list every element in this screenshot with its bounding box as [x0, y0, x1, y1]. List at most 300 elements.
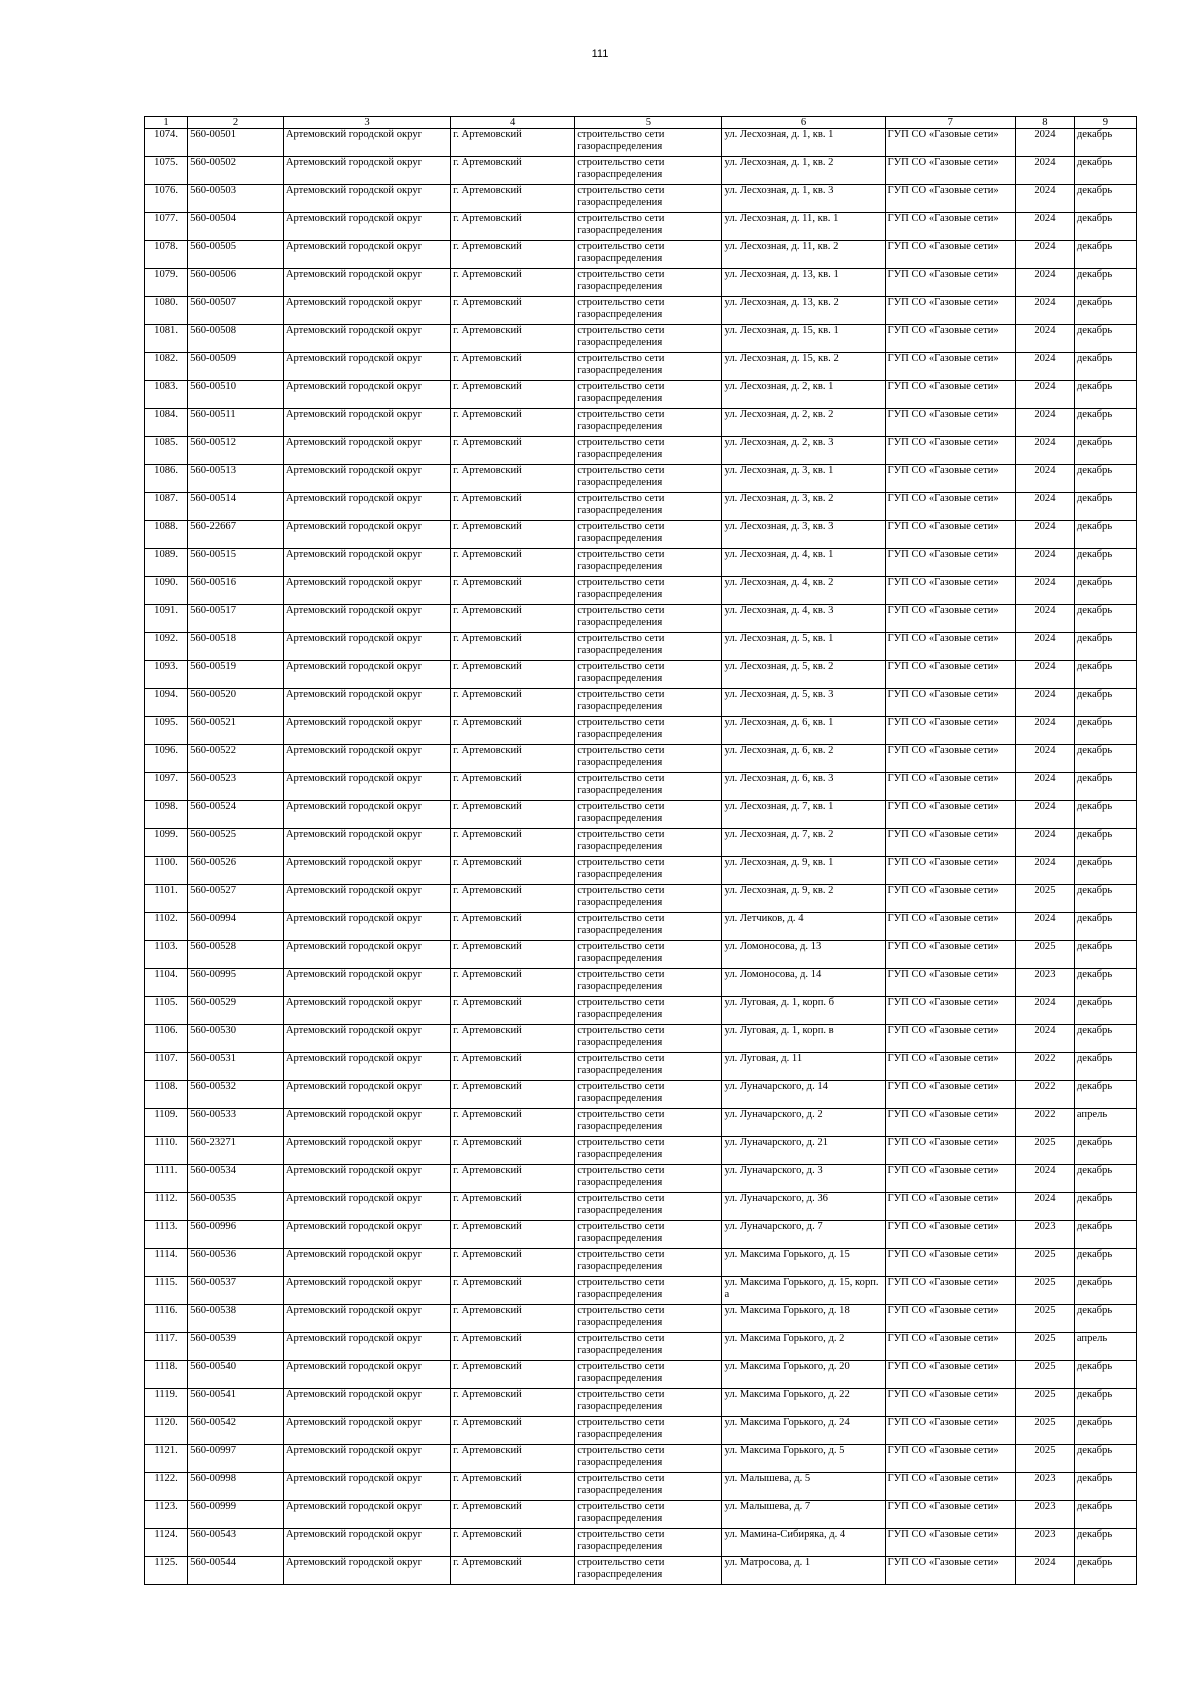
month-cell: декабрь [1074, 1277, 1136, 1305]
year-cell: 2025 [1015, 1305, 1074, 1333]
row-number-cell: 1102. [145, 913, 188, 941]
table-row [145, 297, 1137, 325]
object-code-cell: 560-00508 [188, 325, 284, 353]
work-type-cell: строительство сети газораспределения [575, 465, 722, 493]
year-cell: 2024 [1015, 353, 1074, 381]
year-cell: 2025 [1015, 885, 1074, 913]
municipality-cell: Артемовский городской округ [283, 661, 450, 689]
object-code-cell: 560-00509 [188, 353, 284, 381]
object-code-cell: 560-00518 [188, 633, 284, 661]
month-cell: декабрь [1074, 829, 1136, 857]
page-number: 111 [591, 48, 609, 60]
address-cell: ул. Луначарского, д. 3 [722, 1165, 885, 1193]
row-number-cell: 1086. [145, 465, 188, 493]
settlement-cell: г. Артемовский [451, 997, 575, 1025]
address-cell: ул. Лесхозная, д. 11, кв. 2 [722, 241, 885, 269]
register-table [144, 116, 1137, 1585]
municipality-cell: Артемовский городской округ [283, 829, 450, 857]
object-code-cell: 560-00514 [188, 493, 284, 521]
month-cell: декабрь [1074, 941, 1136, 969]
header-row [145, 117, 1137, 129]
row-number-cell: 1092. [145, 633, 188, 661]
table-row [145, 1025, 1137, 1053]
operator-cell: ГУП СО «Газовые сети» [885, 1137, 1015, 1165]
year-cell: 2024 [1015, 437, 1074, 465]
operator-cell: ГУП СО «Газовые сети» [885, 437, 1015, 465]
month-cell: декабрь [1074, 185, 1136, 213]
address-cell: ул. Летчиков, д. 4 [722, 913, 885, 941]
municipality-cell: Артемовский городской округ [283, 1529, 450, 1557]
table-row [145, 913, 1137, 941]
table-body [145, 129, 1137, 1585]
year-cell: 2024 [1015, 577, 1074, 605]
month-cell: декабрь [1074, 521, 1136, 549]
operator-cell: ГУП СО «Газовые сети» [885, 913, 1015, 941]
work-type-cell: строительство сети газораспределения [575, 493, 722, 521]
address-cell: ул. Лесхозная, д. 6, кв. 2 [722, 745, 885, 773]
operator-cell: ГУП СО «Газовые сети» [885, 1529, 1015, 1557]
address-cell: ул. Лесхозная, д. 7, кв. 2 [722, 829, 885, 857]
object-code-cell: 560-00501 [188, 129, 284, 157]
operator-cell: ГУП СО «Газовые сети» [885, 465, 1015, 493]
month-cell: декабрь [1074, 1529, 1136, 1557]
address-cell: ул. Лесхозная, д. 15, кв. 2 [722, 353, 885, 381]
operator-cell: ГУП СО «Газовые сети» [885, 297, 1015, 325]
object-code-cell: 560-00531 [188, 1053, 284, 1081]
year-cell: 2022 [1015, 1053, 1074, 1081]
municipality-cell: Артемовский городской округ [283, 913, 450, 941]
month-cell: декабрь [1074, 381, 1136, 409]
month-cell: декабрь [1074, 1081, 1136, 1109]
settlement-cell: г. Артемовский [451, 1193, 575, 1221]
municipality-cell: Артемовский городской округ [283, 129, 450, 157]
settlement-cell: г. Артемовский [451, 465, 575, 493]
row-number-cell: 1113. [145, 1221, 188, 1249]
month-cell: декабрь [1074, 1389, 1136, 1417]
address-cell: ул. Максима Горького, д. 20 [722, 1361, 885, 1389]
operator-cell: ГУП СО «Газовые сети» [885, 1333, 1015, 1361]
operator-cell: ГУП СО «Газовые сети» [885, 1361, 1015, 1389]
table-row [145, 605, 1137, 633]
work-type-cell: строительство сети газораспределения [575, 1277, 722, 1305]
address-cell: ул. Лесхозная, д. 13, кв. 1 [722, 269, 885, 297]
row-number-cell: 1122. [145, 1473, 188, 1501]
month-cell: декабрь [1074, 633, 1136, 661]
operator-cell: ГУП СО «Газовые сети» [885, 157, 1015, 185]
month-cell: декабрь [1074, 465, 1136, 493]
object-code-cell: 560-00516 [188, 577, 284, 605]
year-cell: 2024 [1015, 997, 1074, 1025]
work-type-cell: строительство сети газораспределения [575, 157, 722, 185]
operator-cell: ГУП СО «Газовые сети» [885, 1389, 1015, 1417]
row-number-cell: 1116. [145, 1305, 188, 1333]
address-cell: ул. Луначарского, д. 2 [722, 1109, 885, 1137]
municipality-cell: Артемовский городской округ [283, 1109, 450, 1137]
row-number-cell: 1099. [145, 829, 188, 857]
address-cell: ул. Малышева, д. 5 [722, 1473, 885, 1501]
work-type-cell: строительство сети газораспределения [575, 857, 722, 885]
object-code-cell: 560-00522 [188, 745, 284, 773]
work-type-cell: строительство сети газораспределения [575, 1137, 722, 1165]
month-cell: декабрь [1074, 325, 1136, 353]
table-header [145, 117, 1137, 129]
work-type-cell: строительство сети газораспределения [575, 1389, 722, 1417]
row-number-cell: 1106. [145, 1025, 188, 1053]
operator-cell: ГУП СО «Газовые сети» [885, 353, 1015, 381]
operator-cell: ГУП СО «Газовые сети» [885, 1193, 1015, 1221]
operator-cell: ГУП СО «Газовые сети» [885, 1277, 1015, 1305]
header-cell-7: 7 [885, 117, 1015, 129]
work-type-cell: строительство сети газораспределения [575, 409, 722, 437]
year-cell: 2024 [1015, 157, 1074, 185]
object-code-cell: 560-00506 [188, 269, 284, 297]
month-cell: декабрь [1074, 1501, 1136, 1529]
object-code-cell: 560-00532 [188, 1081, 284, 1109]
year-cell: 2024 [1015, 409, 1074, 437]
month-cell: декабрь [1074, 857, 1136, 885]
municipality-cell: Артемовский городской округ [283, 381, 450, 409]
address-cell: ул. Лесхозная, д. 9, кв. 1 [722, 857, 885, 885]
municipality-cell: Артемовский городской округ [283, 297, 450, 325]
operator-cell: ГУП СО «Газовые сети» [885, 381, 1015, 409]
year-cell: 2024 [1015, 633, 1074, 661]
row-number-cell: 1081. [145, 325, 188, 353]
address-cell: ул. Малышева, д. 7 [722, 1501, 885, 1529]
settlement-cell: г. Артемовский [451, 661, 575, 689]
operator-cell: ГУП СО «Газовые сети» [885, 1081, 1015, 1109]
year-cell: 2024 [1015, 325, 1074, 353]
settlement-cell: г. Артемовский [451, 157, 575, 185]
year-cell: 2025 [1015, 1277, 1074, 1305]
work-type-cell: строительство сети газораспределения [575, 1473, 722, 1501]
table-row [145, 1333, 1137, 1361]
table-row [145, 801, 1137, 829]
work-type-cell: строительство сети газораспределения [575, 801, 722, 829]
row-number-cell: 1100. [145, 857, 188, 885]
address-cell: ул. Лесхозная, д. 9, кв. 2 [722, 885, 885, 913]
table-row [145, 521, 1137, 549]
municipality-cell: Артемовский городской округ [283, 549, 450, 577]
row-number-cell: 1105. [145, 997, 188, 1025]
municipality-cell: Артемовский городской округ [283, 941, 450, 969]
work-type-cell: строительство сети газораспределения [575, 1333, 722, 1361]
header-cell-4: 4 [451, 117, 575, 129]
year-cell: 2024 [1015, 689, 1074, 717]
settlement-cell: г. Артемовский [451, 1473, 575, 1501]
header-cell-2: 2 [188, 117, 284, 129]
table-row [145, 241, 1137, 269]
operator-cell: ГУП СО «Газовые сети» [885, 1025, 1015, 1053]
row-number-cell: 1089. [145, 549, 188, 577]
work-type-cell: строительство сети газораспределения [575, 717, 722, 745]
work-type-cell: строительство сети газораспределения [575, 129, 722, 157]
settlement-cell: г. Артемовский [451, 1249, 575, 1277]
municipality-cell: Артемовский городской округ [283, 633, 450, 661]
object-code-cell: 560-23271 [188, 1137, 284, 1165]
month-cell: декабрь [1074, 717, 1136, 745]
month-cell: декабрь [1074, 1165, 1136, 1193]
municipality-cell: Артемовский городской округ [283, 437, 450, 465]
work-type-cell: строительство сети газораспределения [575, 213, 722, 241]
table-row [145, 381, 1137, 409]
month-cell: декабрь [1074, 605, 1136, 633]
object-code-cell: 560-00544 [188, 1557, 284, 1585]
settlement-cell: г. Артемовский [451, 577, 575, 605]
year-cell: 2024 [1015, 129, 1074, 157]
object-code-cell: 560-00527 [188, 885, 284, 913]
object-code-cell: 560-00534 [188, 1165, 284, 1193]
address-cell: ул. Лесхозная, д. 1, кв. 2 [722, 157, 885, 185]
month-cell: декабрь [1074, 269, 1136, 297]
month-cell: декабрь [1074, 297, 1136, 325]
work-type-cell: строительство сети газораспределения [575, 689, 722, 717]
table-row [145, 633, 1137, 661]
municipality-cell: Артемовский городской округ [283, 1305, 450, 1333]
row-number-cell: 1075. [145, 157, 188, 185]
object-code-cell: 560-00994 [188, 913, 284, 941]
settlement-cell: г. Артемовский [451, 941, 575, 969]
municipality-cell: Артемовский городской округ [283, 353, 450, 381]
address-cell: ул. Мамина-Сибиряка, д. 4 [722, 1529, 885, 1557]
municipality-cell: Артемовский городской округ [283, 605, 450, 633]
month-cell: декабрь [1074, 997, 1136, 1025]
address-cell: ул. Луговая, д. 1, корп. б [722, 997, 885, 1025]
work-type-cell: строительство сети газораспределения [575, 1249, 722, 1277]
row-number-cell: 1109. [145, 1109, 188, 1137]
settlement-cell: г. Артемовский [451, 549, 575, 577]
table-row [145, 1361, 1137, 1389]
work-type-cell: строительство сети газораспределения [575, 381, 722, 409]
work-type-cell: строительство сети газораспределения [575, 1445, 722, 1473]
municipality-cell: Артемовский городской округ [283, 1389, 450, 1417]
table-row [145, 829, 1137, 857]
work-type-cell: строительство сети газораспределения [575, 353, 722, 381]
object-code-cell: 560-00519 [188, 661, 284, 689]
municipality-cell: Артемовский городской округ [283, 997, 450, 1025]
year-cell: 2025 [1015, 1137, 1074, 1165]
operator-cell: ГУП СО «Газовые сети» [885, 549, 1015, 577]
work-type-cell: строительство сети газораспределения [575, 745, 722, 773]
object-code-cell: 560-22667 [188, 521, 284, 549]
address-cell: ул. Лесхозная, д. 5, кв. 2 [722, 661, 885, 689]
object-code-cell: 560-00511 [188, 409, 284, 437]
table-row [145, 157, 1137, 185]
operator-cell: ГУП СО «Газовые сети» [885, 577, 1015, 605]
row-number-cell: 1083. [145, 381, 188, 409]
month-cell: декабрь [1074, 1305, 1136, 1333]
table-row [145, 325, 1137, 353]
address-cell: ул. Лесхозная, д. 6, кв. 1 [722, 717, 885, 745]
municipality-cell: Артемовский городской округ [283, 465, 450, 493]
table-row [145, 1081, 1137, 1109]
row-number-cell: 1112. [145, 1193, 188, 1221]
year-cell: 2023 [1015, 1501, 1074, 1529]
object-code-cell: 560-00538 [188, 1305, 284, 1333]
operator-cell: ГУП СО «Газовые сети» [885, 829, 1015, 857]
settlement-cell: г. Артемовский [451, 185, 575, 213]
header-cell-6: 6 [722, 117, 885, 129]
table-row [145, 661, 1137, 689]
year-cell: 2024 [1015, 241, 1074, 269]
header-cell-9: 9 [1074, 117, 1136, 129]
year-cell: 2023 [1015, 969, 1074, 997]
month-cell: декабрь [1074, 969, 1136, 997]
operator-cell: ГУП СО «Газовые сети» [885, 773, 1015, 801]
row-number-cell: 1088. [145, 521, 188, 549]
year-cell: 2025 [1015, 941, 1074, 969]
address-cell: ул. Луначарского, д. 21 [722, 1137, 885, 1165]
month-cell: декабрь [1074, 577, 1136, 605]
month-cell: декабрь [1074, 129, 1136, 157]
municipality-cell: Артемовский городской округ [283, 717, 450, 745]
settlement-cell: г. Артемовский [451, 913, 575, 941]
work-type-cell: строительство сети газораспределения [575, 297, 722, 325]
operator-cell: ГУП СО «Газовые сети» [885, 269, 1015, 297]
month-cell: декабрь [1074, 773, 1136, 801]
object-code-cell: 560-00510 [188, 381, 284, 409]
municipality-cell: Артемовский городской округ [283, 885, 450, 913]
year-cell: 2022 [1015, 1109, 1074, 1137]
settlement-cell: г. Артемовский [451, 269, 575, 297]
row-number-cell: 1121. [145, 1445, 188, 1473]
table-row [145, 997, 1137, 1025]
address-cell: ул. Лесхозная, д. 2, кв. 1 [722, 381, 885, 409]
year-cell: 2024 [1015, 185, 1074, 213]
operator-cell: ГУП СО «Газовые сети» [885, 241, 1015, 269]
table-row [145, 1305, 1137, 1333]
month-cell: декабрь [1074, 157, 1136, 185]
row-number-cell: 1119. [145, 1389, 188, 1417]
address-cell: ул. Лесхозная, д. 5, кв. 1 [722, 633, 885, 661]
month-cell: декабрь [1074, 409, 1136, 437]
month-cell: декабрь [1074, 1025, 1136, 1053]
work-type-cell: строительство сети газораспределения [575, 241, 722, 269]
object-code-cell: 560-00505 [188, 241, 284, 269]
operator-cell: ГУП СО «Газовые сети» [885, 1053, 1015, 1081]
municipality-cell: Артемовский городской округ [283, 213, 450, 241]
row-number-cell: 1096. [145, 745, 188, 773]
municipality-cell: Артемовский городской округ [283, 1221, 450, 1249]
settlement-cell: г. Артемовский [451, 633, 575, 661]
work-type-cell: строительство сети газораспределения [575, 1053, 722, 1081]
object-code-cell: 560-00504 [188, 213, 284, 241]
header-cell-1: 1 [145, 117, 188, 129]
operator-cell: ГУП СО «Газовые сети» [885, 521, 1015, 549]
settlement-cell: г. Артемовский [451, 801, 575, 829]
row-number-cell: 1078. [145, 241, 188, 269]
work-type-cell: строительство сети газораспределения [575, 1417, 722, 1445]
settlement-cell: г. Артемовский [451, 129, 575, 157]
table-row [145, 885, 1137, 913]
object-code-cell: 560-00997 [188, 1445, 284, 1473]
row-number-cell: 1101. [145, 885, 188, 913]
year-cell: 2023 [1015, 1473, 1074, 1501]
table-row [145, 689, 1137, 717]
row-number-cell: 1094. [145, 689, 188, 717]
settlement-cell: г. Артемовский [451, 1025, 575, 1053]
month-cell: декабрь [1074, 745, 1136, 773]
municipality-cell: Артемовский городской округ [283, 521, 450, 549]
operator-cell: ГУП СО «Газовые сети» [885, 1473, 1015, 1501]
work-type-cell: строительство сети газораспределения [575, 1221, 722, 1249]
object-code-cell: 560-00543 [188, 1529, 284, 1557]
operator-cell: ГУП СО «Газовые сети» [885, 325, 1015, 353]
table-row [145, 577, 1137, 605]
address-cell: ул. Лесхозная, д. 11, кв. 1 [722, 213, 885, 241]
address-cell: ул. Матросова, д. 1 [722, 1557, 885, 1585]
settlement-cell: г. Артемовский [451, 885, 575, 913]
address-cell: ул. Максима Горького, д. 5 [722, 1445, 885, 1473]
work-type-cell: строительство сети газораспределения [575, 605, 722, 633]
month-cell: декабрь [1074, 1557, 1136, 1585]
work-type-cell: строительство сети газораспределения [575, 1109, 722, 1137]
work-type-cell: строительство сети газораспределения [575, 661, 722, 689]
municipality-cell: Артемовский городской округ [283, 577, 450, 605]
table-row [145, 1417, 1137, 1445]
table-row [145, 437, 1137, 465]
row-number-cell: 1118. [145, 1361, 188, 1389]
settlement-cell: г. Артемовский [451, 1305, 575, 1333]
municipality-cell: Артемовский городской округ [283, 493, 450, 521]
municipality-cell: Артемовский городской округ [283, 1417, 450, 1445]
operator-cell: ГУП СО «Газовые сети» [885, 1109, 1015, 1137]
municipality-cell: Артемовский городской округ [283, 241, 450, 269]
row-number-cell: 1084. [145, 409, 188, 437]
object-code-cell: 560-00503 [188, 185, 284, 213]
operator-cell: ГУП СО «Газовые сети» [885, 801, 1015, 829]
row-number-cell: 1108. [145, 1081, 188, 1109]
operator-cell: ГУП СО «Газовые сети» [885, 661, 1015, 689]
operator-cell: ГУП СО «Газовые сети» [885, 605, 1015, 633]
municipality-cell: Артемовский городской округ [283, 857, 450, 885]
settlement-cell: г. Артемовский [451, 1109, 575, 1137]
address-cell: ул. Лесхозная, д. 4, кв. 1 [722, 549, 885, 577]
operator-cell: ГУП СО «Газовые сети» [885, 997, 1015, 1025]
year-cell: 2024 [1015, 717, 1074, 745]
operator-cell: ГУП СО «Газовые сети» [885, 1305, 1015, 1333]
operator-cell: ГУП СО «Газовые сети» [885, 493, 1015, 521]
settlement-cell: г. Артемовский [451, 1501, 575, 1529]
address-cell: ул. Максима Горького, д. 22 [722, 1389, 885, 1417]
municipality-cell: Артемовский городской округ [283, 689, 450, 717]
month-cell: декабрь [1074, 1053, 1136, 1081]
municipality-cell: Артемовский городской округ [283, 969, 450, 997]
municipality-cell: Артемовский городской округ [283, 1249, 450, 1277]
year-cell: 2024 [1015, 1165, 1074, 1193]
operator-cell: ГУП СО «Газовые сети» [885, 1165, 1015, 1193]
object-code-cell: 560-00533 [188, 1109, 284, 1137]
table-row [145, 969, 1137, 997]
settlement-cell: г. Артемовский [451, 409, 575, 437]
settlement-cell: г. Артемовский [451, 1053, 575, 1081]
work-type-cell: строительство сети газораспределения [575, 969, 722, 997]
row-number-cell: 1104. [145, 969, 188, 997]
address-cell: ул. Максима Горького, д. 18 [722, 1305, 885, 1333]
operator-cell: ГУП СО «Газовые сети» [885, 689, 1015, 717]
work-type-cell: строительство сети газораспределения [575, 913, 722, 941]
operator-cell: ГУП СО «Газовые сети» [885, 1445, 1015, 1473]
municipality-cell: Артемовский городской округ [283, 1333, 450, 1361]
address-cell: ул. Лесхозная, д. 3, кв. 2 [722, 493, 885, 521]
work-type-cell: строительство сети газораспределения [575, 325, 722, 353]
operator-cell: ГУП СО «Газовые сети» [885, 409, 1015, 437]
table-row [145, 549, 1137, 577]
month-cell: декабрь [1074, 1361, 1136, 1389]
address-cell: ул. Лесхозная, д. 4, кв. 3 [722, 605, 885, 633]
settlement-cell: г. Артемовский [451, 969, 575, 997]
settlement-cell: г. Артемовский [451, 1221, 575, 1249]
settlement-cell: г. Артемовский [451, 829, 575, 857]
